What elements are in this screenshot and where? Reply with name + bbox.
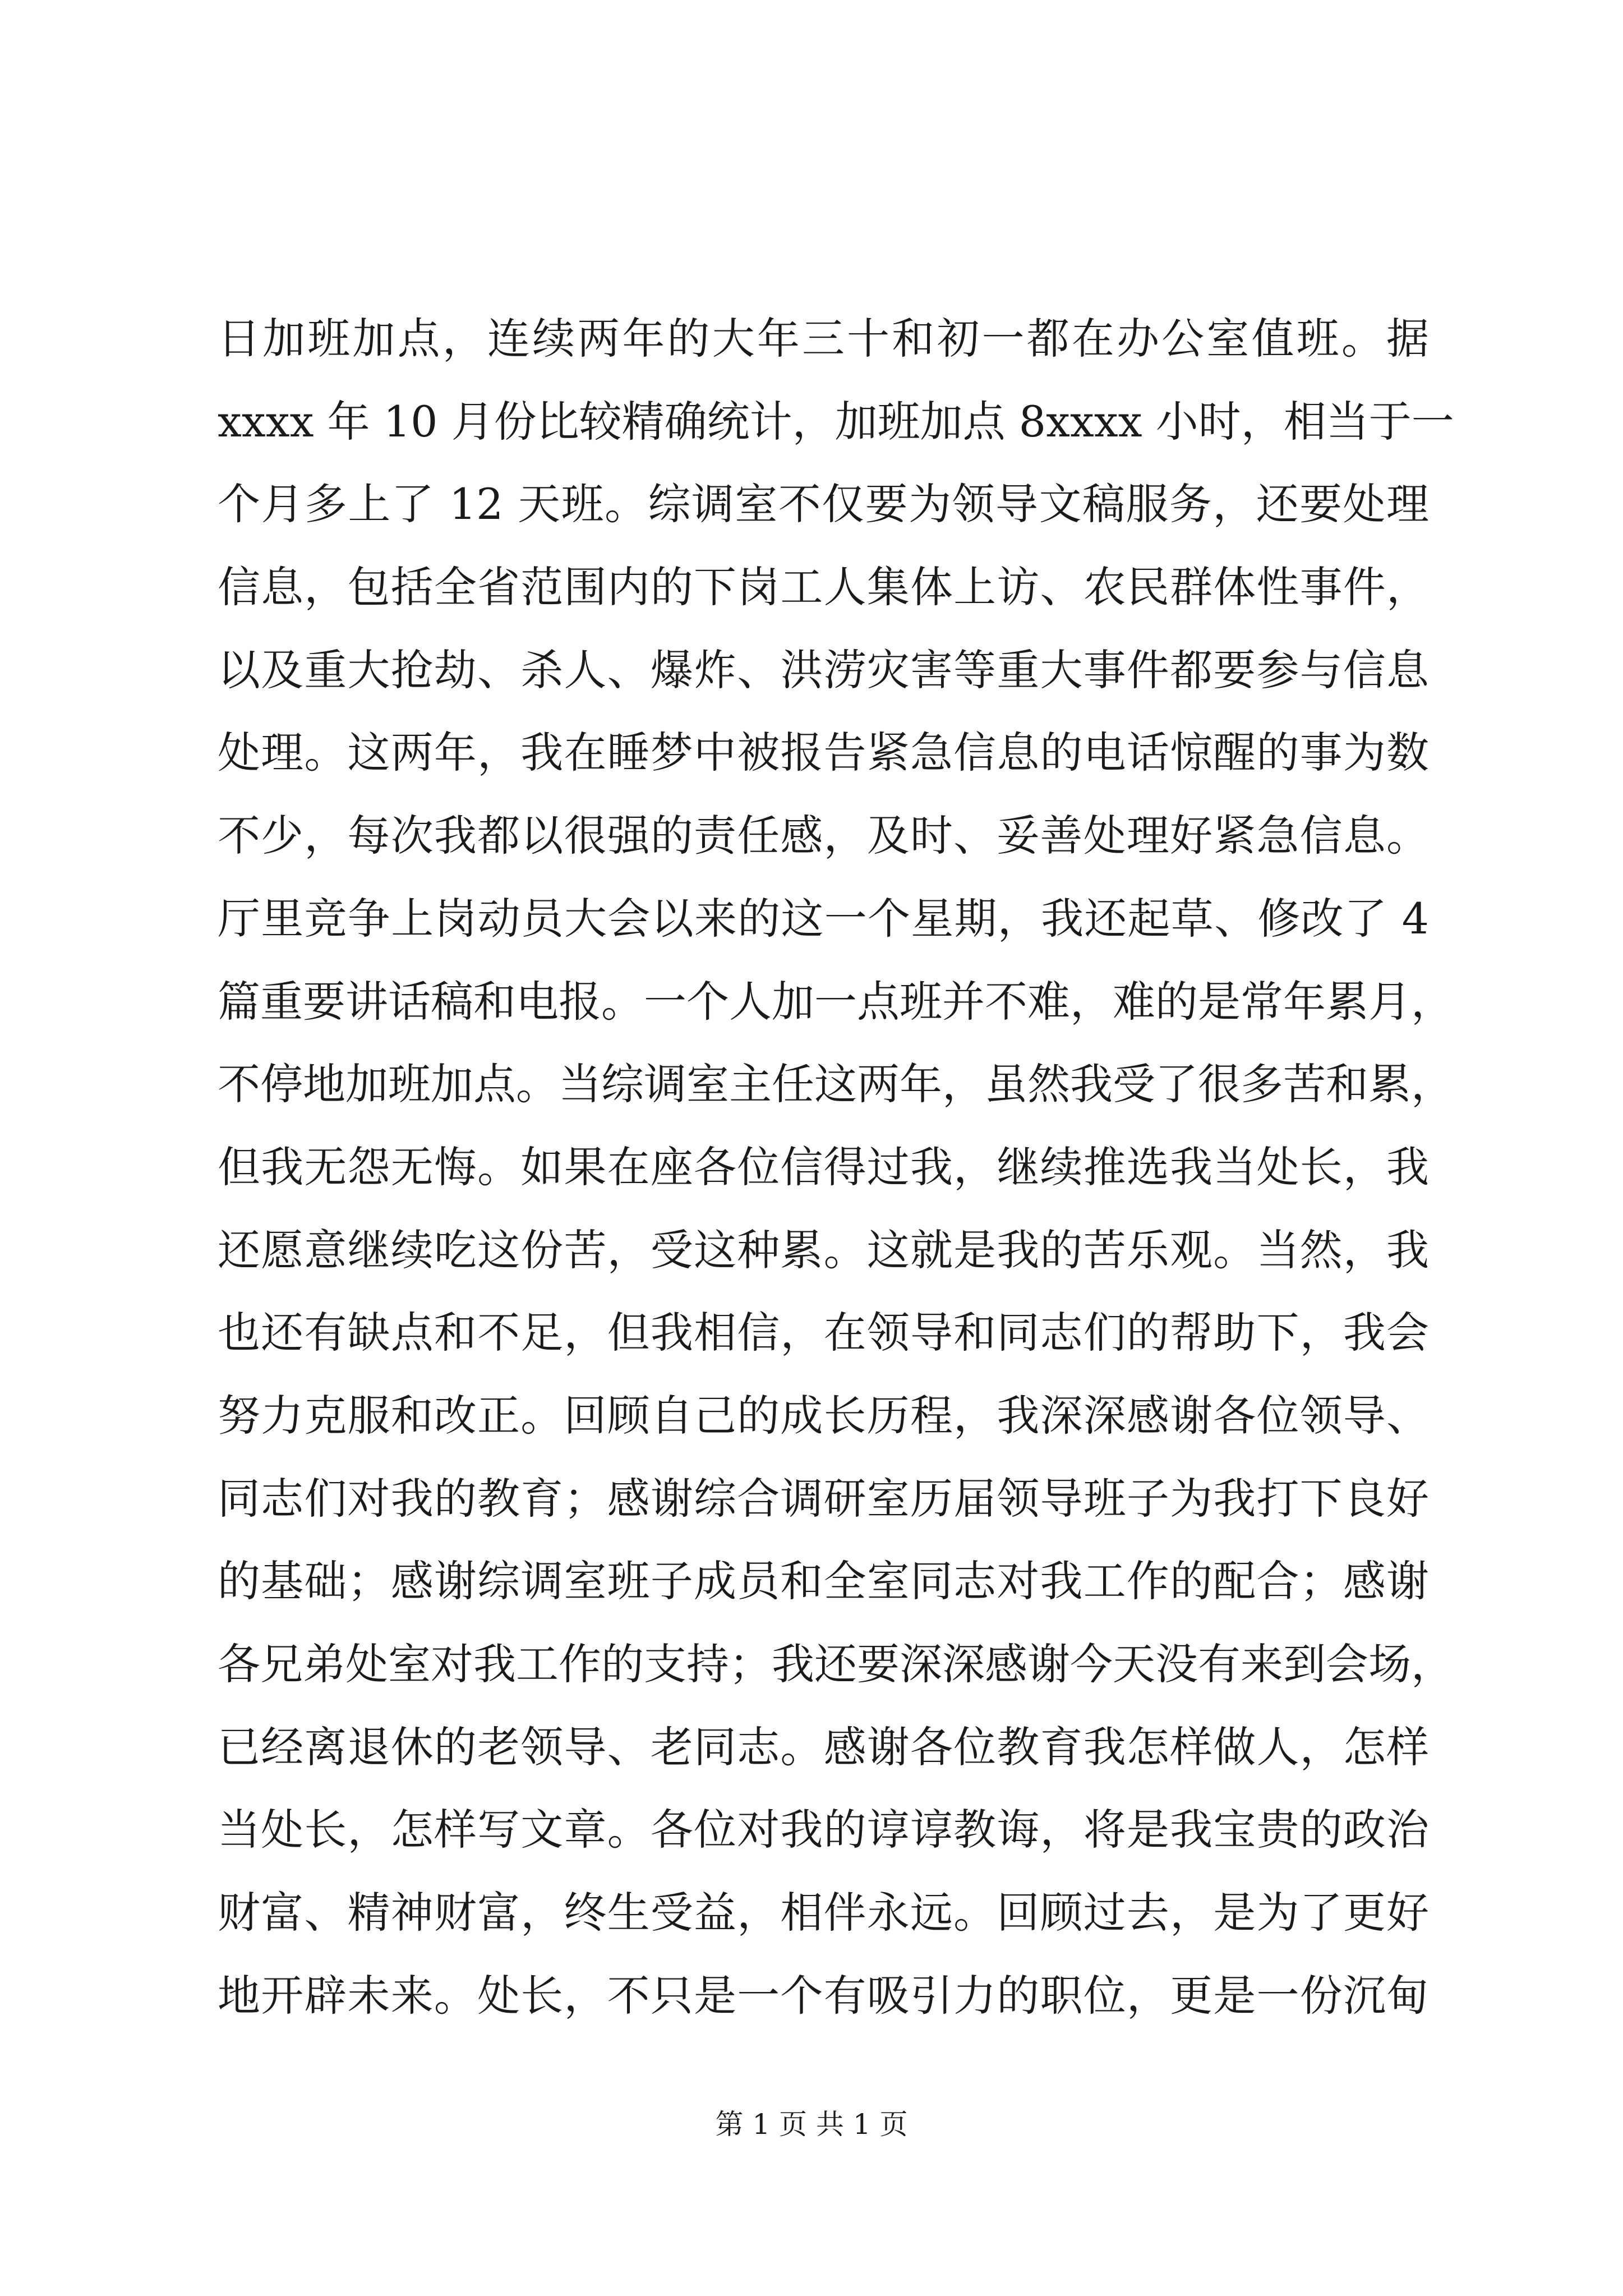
text-line: 篇重要讲话稿和电报。一个人加一点班并不难，难的是常年累月， [218, 976, 1454, 1027]
text-line: 当处长，怎样写文章。各位对我的谆谆教诲，将是我宝贵的政治 [218, 1805, 1429, 1855]
text-line: 地开辟未来。处长，不只是一个有吸引力的职位，更是一份沉甸 [218, 1970, 1429, 2021]
text-line: 日加班加点，连续两年的大年三十和初一都在办公室值班。据 [218, 314, 1429, 364]
text-line: 个月多上了 12 天班。综调室不仅要为领导文稿服务，还要处理 [218, 479, 1429, 530]
text-line: 财富、精神财富，终生受益，相伴永远。回顾过去，是为了更好 [218, 1888, 1429, 1938]
text-line: 信息，包括全省范围内的下岗工人集体上访、农民群体性事件， [218, 562, 1429, 613]
text-line: 厅里竞争上岗动员大会以来的这一个星期，我还起草、修改了 4 [218, 893, 1429, 944]
text-line: 努力克服和改正。回顾自己的成长历程，我深深感谢各位领导、 [218, 1390, 1429, 1441]
text-line: 不少，每次我都以很强的责任感，及时、妥善处理好紧急信息。 [218, 811, 1429, 861]
page-number-footer: 第 1 页 共 1 页 [715, 2108, 908, 2141]
text-line: 还愿意继续吃这份苦，受这种累。这就是我的苦乐观。当然，我 [218, 1225, 1429, 1275]
text-line: 以及重大抢劫、杀人、爆炸、洪涝灾害等重大事件都要参与信息 [218, 645, 1429, 695]
text-line: 的基础；感谢综调室班子成员和全室同志对我工作的配合；感谢 [218, 1556, 1429, 1607]
body-text [218, 297, 1454, 2037]
text-line: 不停地加班加点。当综调室主任这两年，虽然我受了很多苦和累， [218, 1059, 1454, 1110]
text-line: 各兄弟处室对我工作的支持；我还要深深感谢今天没有来到会场， [218, 1639, 1454, 1689]
text-line: 但我无怨无悔。如果在座各位信得过我，继续推选我当处长，我 [218, 1142, 1429, 1192]
text-line: 也还有缺点和不足，但我相信，在领导和同志们的帮助下，我会 [218, 1308, 1429, 1358]
text-line: 已经离退休的老领导、老同志。感谢各位教育我怎样做人，怎样 [218, 1722, 1429, 1772]
text-line: 处理。这两年，我在睡梦中被报告紧急信息的电话惊醒的事为数 [218, 728, 1429, 778]
text-line: 同志们对我的教育；感谢综合调研室历届领导班子为我打下良好 [218, 1473, 1429, 1524]
text-line: xxxx 年 10 月份比较精确统计，加班加点 8xxxx 小时，相当于一 [218, 396, 1454, 447]
